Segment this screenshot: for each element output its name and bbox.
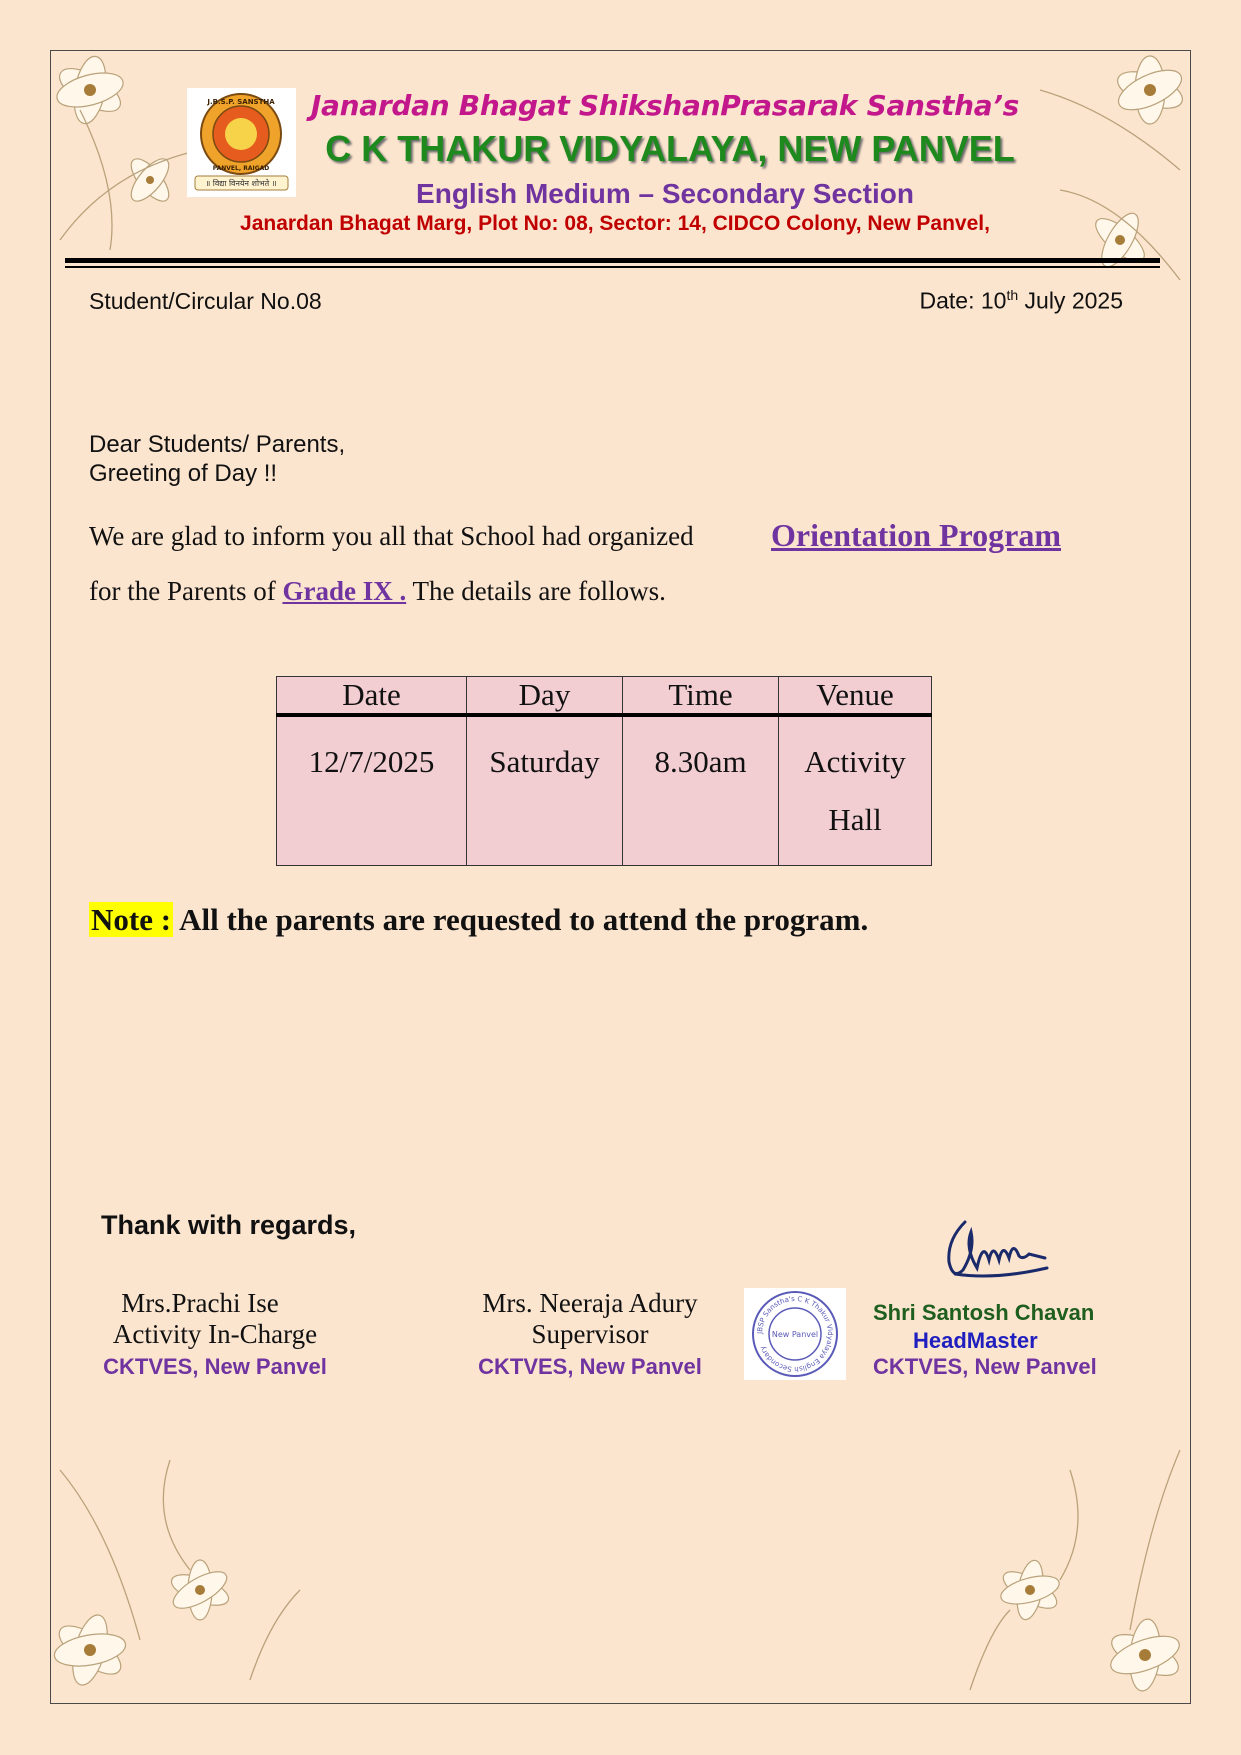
logo-banner-text: ॥ विद्या विनयेन शोभते ॥ (205, 179, 277, 188)
school-logo (187, 88, 296, 197)
table-header-time: Time (623, 677, 779, 716)
circular-date: Date: 10th July 2025 (919, 287, 1123, 314)
sanstha-name: Janardan Bhagat ShikshanPrasarak Sanstha’s (310, 89, 1020, 122)
signatory-supervisor (465, 1288, 715, 1380)
school-section: English Medium – Secondary Section (416, 178, 914, 209)
signatory-org: CKTVES, New Panvel (103, 1354, 327, 1379)
greeting (89, 430, 345, 488)
greeting-wish: Greeting of Day !! (89, 460, 278, 487)
program-name: Orientation Program (771, 517, 1062, 553)
body-paragraph-2: for the Parents of Grade IX . The details are follows. (89, 576, 666, 606)
logo-text-bottom: PANVEL, RAIGAD (212, 165, 270, 172)
signatory-name: Mrs. Neeraja Adury (482, 1288, 698, 1318)
table-cell-time: 8.30am (623, 715, 779, 866)
signatory-name: Mrs.Prachi Ise (121, 1288, 279, 1318)
table-header-day: Day (467, 677, 623, 716)
closing-line: Thank with regards, (101, 1210, 357, 1240)
signatory-title: Activity In-Charge (112, 1319, 318, 1349)
header-rule-thin (65, 266, 1160, 268)
logo-text-top: J.B.S.P. SANSTHA (207, 98, 275, 106)
table-cell-date: 12/7/2025 (277, 715, 467, 866)
table-header-venue: Venue (779, 677, 932, 716)
circular-number: Student/Circular No.08 (89, 288, 322, 314)
note (89, 902, 868, 938)
signatory-title: Supervisor (531, 1319, 649, 1349)
headmaster-title: HeadMaster (913, 1328, 1038, 1353)
body-paragraph-1: We are glad to inform you all that School had organized (89, 521, 694, 551)
floral-corner-top-right (1000, 50, 1190, 290)
stamp-center-text: New Panvel (771, 1330, 819, 1339)
program-details-table (276, 676, 932, 866)
table-cell-day: Saturday (467, 715, 623, 866)
header-rule-thick (65, 258, 1160, 263)
headmaster-name: Shri Santosh Chavan (873, 1300, 1095, 1325)
table-header-row (277, 677, 932, 716)
floral-corner-bottom-right (950, 1430, 1190, 1705)
table-header-date: Date (277, 677, 467, 716)
stamp-ring-text: JBSP Sanstha's C K Thakur Vidyalaya English Secondary (755, 1294, 835, 1374)
note-label: Note : (91, 902, 172, 937)
table-cell-venue: Activity Hall (779, 715, 932, 866)
school-address: Janardan Bhagat Marg, Plot No: 08, Sector: 14, CIDCO Colony, New Panvel, (240, 212, 990, 235)
greeting-salutation: Dear Students/ Parents, (89, 431, 346, 458)
headmaster-signature (935, 1210, 1055, 1285)
grade-label: Grade IX . (282, 576, 407, 606)
signatory-org: CKTVES, New Panvel (478, 1354, 702, 1379)
table-row (277, 715, 932, 866)
note-text: All the parents are requested to attend the program. (173, 902, 869, 937)
school-stamp (744, 1288, 846, 1380)
headmaster-org: CKTVES, New Panvel (873, 1354, 1097, 1379)
floral-corner-bottom-left (50, 1440, 310, 1705)
school-name: C K THAKUR VIDYALAYA, NEW PANVEL (325, 128, 1015, 169)
signatory-activity-incharge (90, 1288, 340, 1380)
